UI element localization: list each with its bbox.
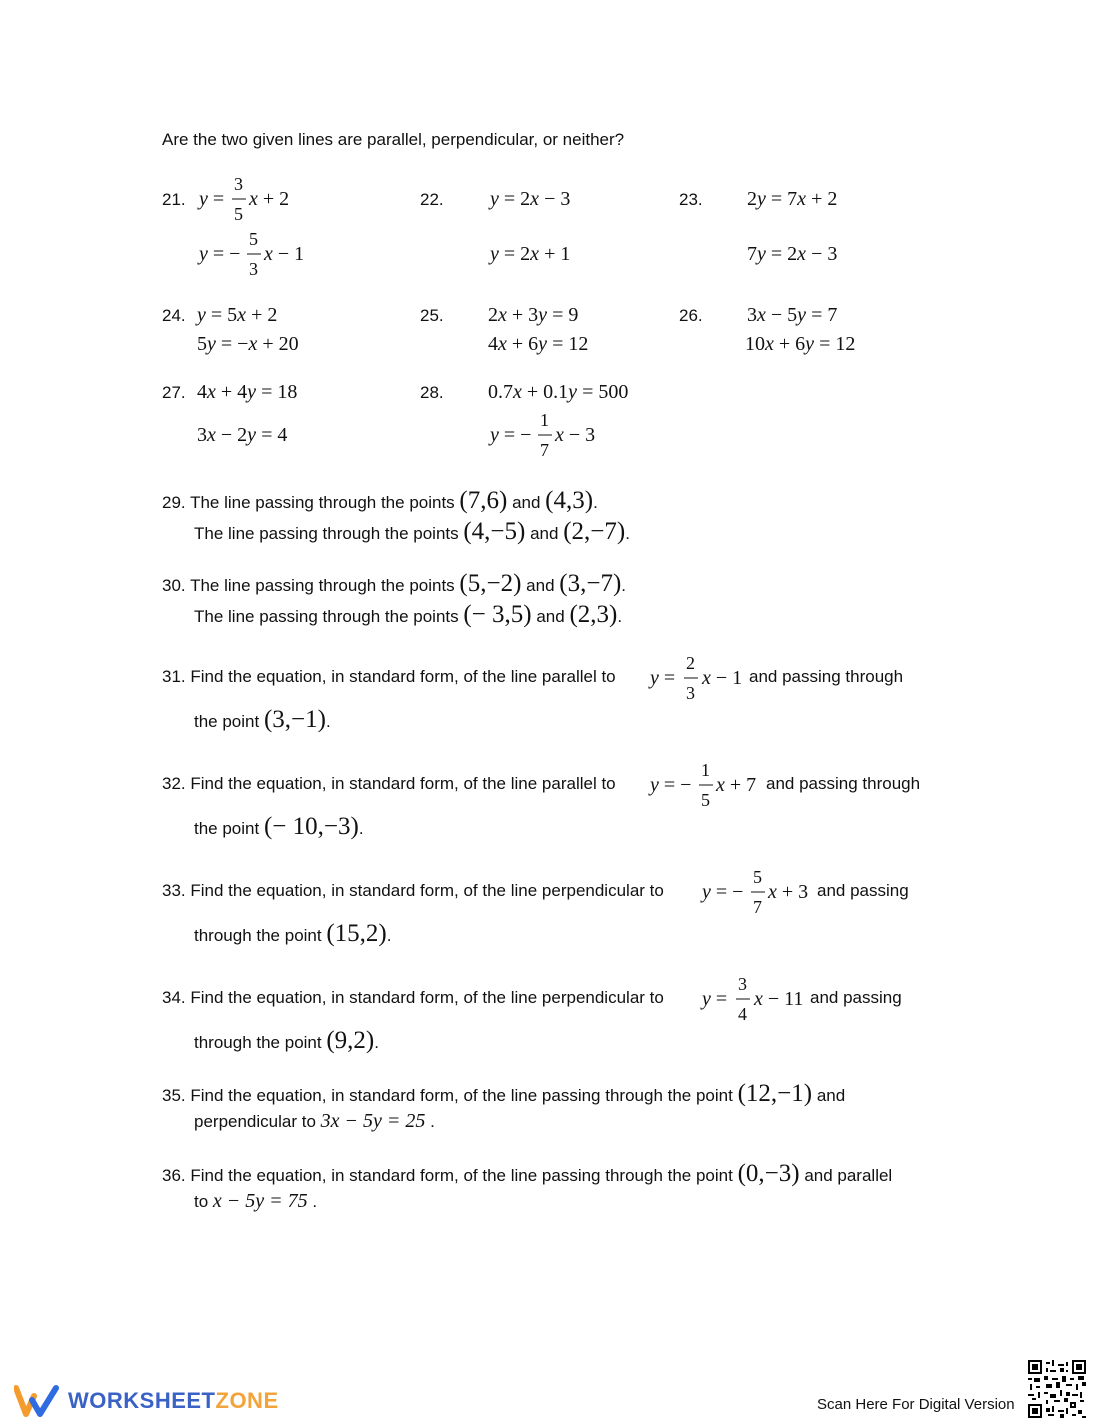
problem-28-line1: 0.7x + 0.1y = 500 (488, 381, 629, 403)
svg-text:x − 1: x − 1 (264, 243, 305, 265)
brand-name: WORKSHEETZONE (68, 1388, 279, 1413)
svg-text:7: 7 (540, 440, 549, 460)
problem-32-row1: 32. Find the equation, in standard form, of the line parallel to (162, 774, 616, 793)
svg-text:x − 1: x − 1 (702, 667, 743, 689)
problem-33-tail: and passing (817, 881, 909, 900)
problem-33-row1: 33. Find the equation, in standard form, of the line perpendicular to (162, 881, 664, 900)
problem-26-number: 26. (679, 306, 703, 325)
svg-text:y =: y = (702, 988, 728, 1010)
problem-27-number: 27. (162, 383, 186, 402)
problem-21-number: 21. (162, 190, 186, 209)
problem-26-line2: 10x + 6y = 12 (745, 333, 856, 355)
problem-28-line2 (488, 410, 595, 460)
worksheetzone-logo-icon (14, 1384, 60, 1418)
problem-33-row2: through the point (15,2). (194, 920, 392, 947)
svg-text:x + 3: x + 3 (768, 881, 809, 903)
problem-25-number: 25. (420, 306, 444, 325)
svg-text:2: 2 (686, 653, 695, 673)
svg-text:x − 3: x − 3 (555, 424, 596, 446)
problem-25-line1: 2x + 3y = 9 (488, 304, 579, 326)
svg-text:3: 3 (738, 974, 747, 994)
problem-29-row2: The line passing through the points (4,−5) and (2,−7). (194, 518, 630, 545)
problem-21-line2 (197, 229, 304, 279)
problem-25-line2: 4x + 6y = 12 (488, 333, 589, 355)
problem-27-line1: 4x + 4y = 18 (197, 381, 298, 403)
svg-text:y = −: y = − (199, 243, 241, 265)
problem-22-number: 22. (420, 190, 444, 209)
svg-text:3: 3 (686, 683, 695, 703)
svg-text:7: 7 (753, 897, 762, 917)
qr-code-icon[interactable] (1028, 1360, 1086, 1418)
svg-text:y = −: y = − (650, 774, 692, 796)
svg-text:y =: y = (650, 667, 676, 689)
problem-23-number: 23. (679, 190, 703, 209)
problem-35-row2: perpendicular to 3x − 5y = 25 . (194, 1110, 435, 1132)
instruction: Are the two given lines are parallel, perpendicular, or neither? (162, 130, 625, 149)
svg-text:x − 11: x − 11 (754, 988, 804, 1010)
problem-30-row2: The line passing through the points (− 3,5) and (2,3). (194, 601, 623, 628)
problem-30-row1: 30. The line passing through the points (5,−2) and (3,−7). (162, 570, 626, 597)
problems-21-28 (0, 0, 1100, 470)
problem-21-line1 (197, 174, 289, 224)
svg-text:4: 4 (738, 1004, 747, 1024)
svg-text:5: 5 (234, 204, 243, 224)
problem-31-tail: and passing through (749, 667, 904, 686)
svg-text:1: 1 (540, 410, 549, 430)
svg-text:3: 3 (234, 174, 243, 194)
worksheetzone-brand (14, 1382, 279, 1420)
problem-34-row1: 34. Find the equation, in standard form, of the line perpendicular to (162, 988, 664, 1007)
problem-34-equation (700, 971, 810, 1027)
problem-32-tail: and passing through (766, 774, 921, 793)
problem-28-number: 28. (420, 383, 444, 402)
problem-22-line2: y = 2x + 1 (490, 243, 571, 265)
svg-text:x + 2: x + 2 (249, 188, 290, 210)
problem-31-equation (648, 650, 748, 706)
problem-22-line1: y = 2x − 3 (490, 188, 571, 210)
svg-text:3: 3 (249, 259, 258, 279)
svg-text:y = −: y = − (702, 881, 744, 903)
problem-31-row2: the point (3,−1). (194, 706, 331, 733)
problem-23-line1: 2y = 7x + 2 (747, 188, 838, 210)
problem-26-line1: 3x − 5y = 7 (747, 304, 838, 326)
problem-24-number: 24. (162, 306, 186, 325)
problem-34-tail: and passing (810, 988, 902, 1007)
svg-text:y =: y = (199, 188, 225, 210)
svg-text:5: 5 (701, 790, 710, 810)
svg-text:y = −: y = − (490, 424, 532, 446)
svg-text:x + 7: x + 7 (716, 774, 757, 796)
problem-33-equation (700, 864, 820, 920)
svg-text:5: 5 (249, 229, 258, 249)
svg-text:1: 1 (701, 760, 710, 780)
problem-32-row2: the point (− 10,−3). (194, 813, 364, 840)
problem-31-row1: 31. Find the equation, in standard form, of the line parallel to (162, 667, 616, 686)
problem-36-row2: to x − 5y = 75 . (194, 1190, 318, 1212)
problem-24-line1: y = 5x + 2 (197, 304, 278, 326)
problem-29-row1: 29. The line passing through the points (7,6) and (4,3). (162, 487, 598, 514)
problem-36-row1: 36. Find the equation, in standard form, of the line passing through the point (0,−3) and parallel (162, 1160, 893, 1187)
problem-24-line2: 5y = −x + 20 (197, 333, 299, 355)
svg-text:5: 5 (753, 867, 762, 887)
problem-32-equation (648, 757, 768, 813)
problem-34-row2: through the point (9,2). (194, 1027, 379, 1054)
problem-35-row1: 35. Find the equation, in standard form, of the line passing through the point (12,−1) and (162, 1080, 846, 1107)
problem-23-line2: 7y = 2x − 3 (747, 243, 838, 265)
scan-text: Scan Here For Digital Version (817, 1396, 1015, 1413)
problem-27-line2: 3x − 2y = 4 (197, 424, 288, 446)
